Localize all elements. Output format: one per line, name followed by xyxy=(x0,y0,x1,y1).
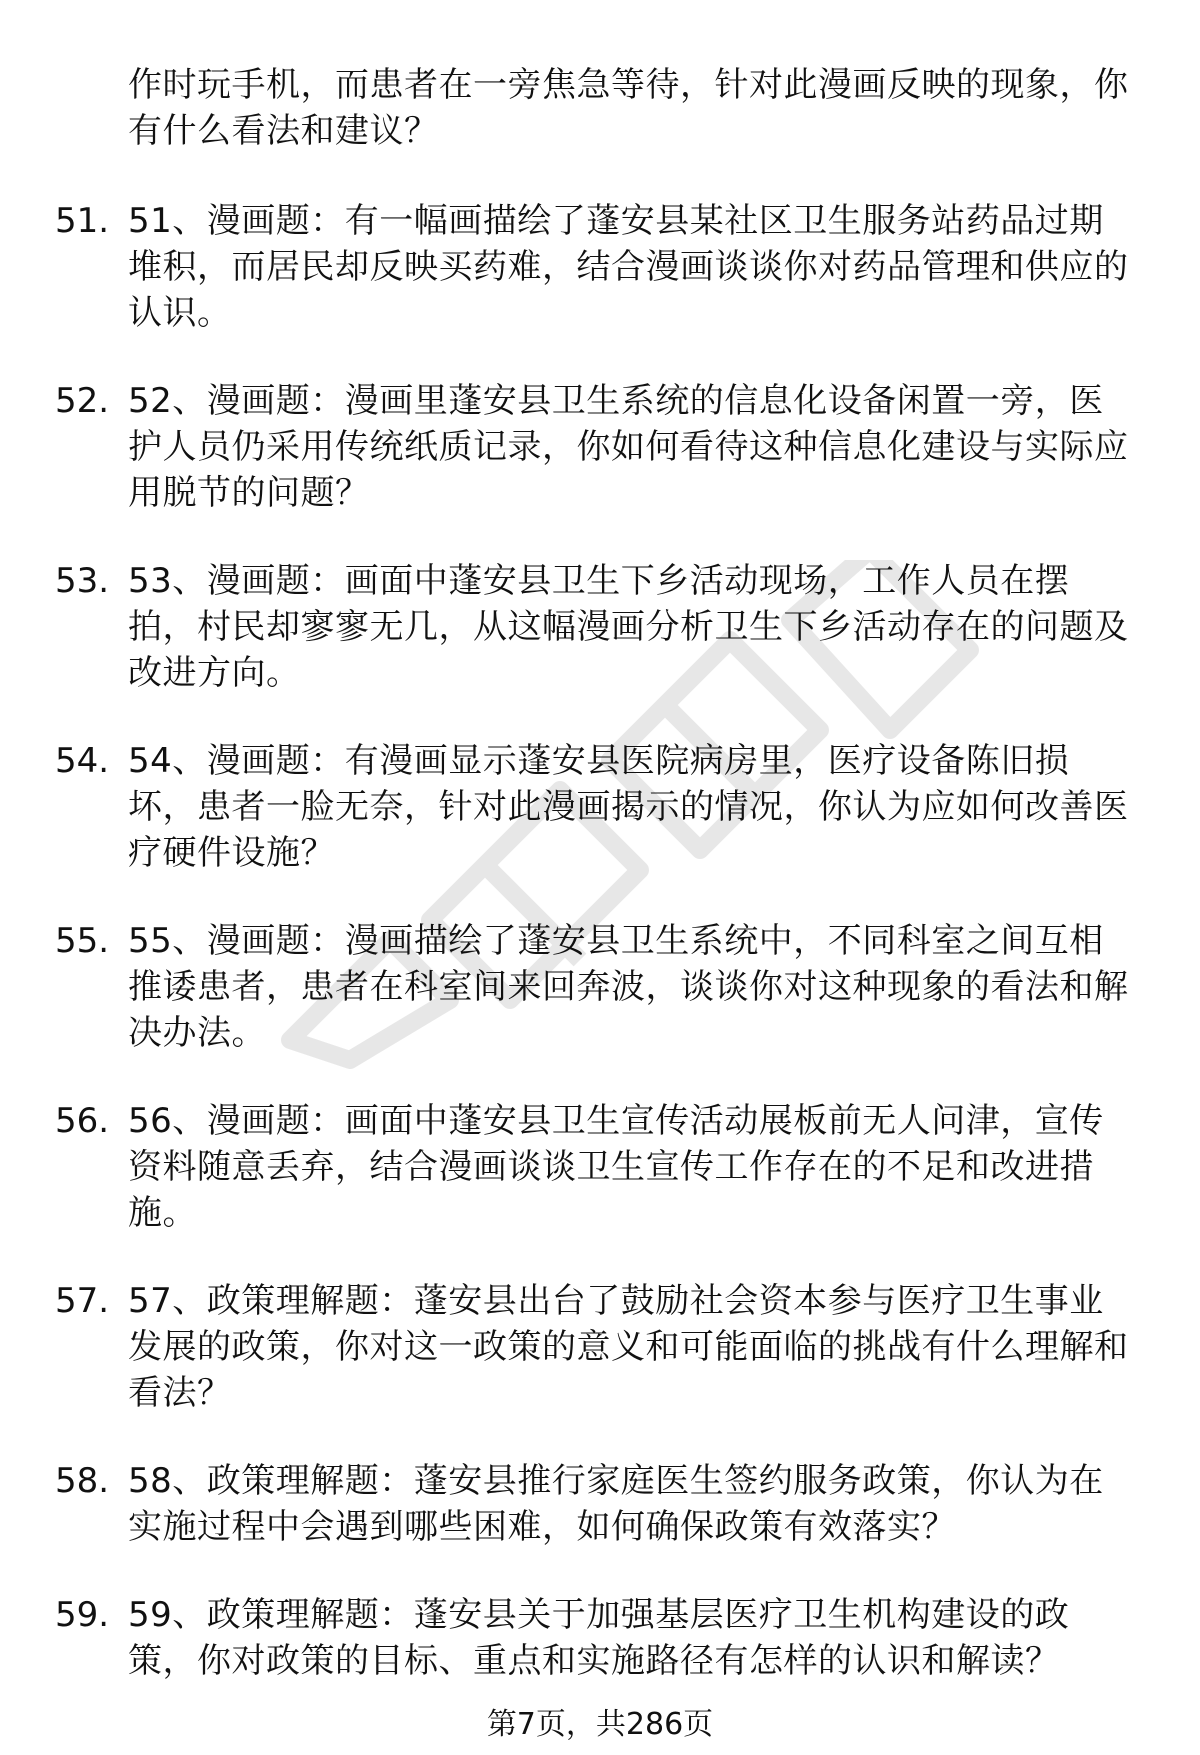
question-number: 53. xyxy=(55,561,110,601)
question-text: 57、政策理解题：蓬安县出台了鼓励社会资本参与医疗卫生事业发展的政策，你对这一政策的意义和可能面临的挑战有什么理解和看法？ xyxy=(128,1281,1129,1413)
list-item xyxy=(0,1592,1200,1684)
question-number: 59. xyxy=(55,1595,110,1635)
list-item xyxy=(0,918,1200,1056)
question-text: 59、政策理解题：蓬安县关于加强基层医疗卫生机构建设的政策，你对政策的目标、重点和实施路径有怎样的认识和解读？ xyxy=(128,1595,1070,1681)
question-number: 54. xyxy=(55,741,110,781)
list-item xyxy=(0,198,1200,336)
list-item xyxy=(0,378,1200,516)
question-number: 57. xyxy=(55,1281,110,1321)
list-item xyxy=(0,738,1200,876)
page-footer: 第7页，共286页 xyxy=(486,1707,714,1742)
question-text: 58、政策理解题：蓬安县推行家庭医生签约服务政策，你认为在实施过程中会遇到哪些困难，如何确保政策有效落实？ xyxy=(128,1461,1104,1547)
list-item xyxy=(0,558,1200,696)
question-number: 55. xyxy=(55,921,110,961)
question-text: 54、漫画题：有漫画显示蓬安县医院病房里，医疗设备陈旧损坏，患者一脸无奈，针对此漫画揭示的情况，你认为应如何改善医疗硬件设施？ xyxy=(128,741,1129,873)
question-number: 56. xyxy=(55,1101,110,1141)
question-text: 56、漫画题：画面中蓬安县卫生宣传活动展板前无人问津，宣传资料随意丢弃，结合漫画谈谈卫生宣传工作存在的不足和改进措施。 xyxy=(128,1101,1104,1233)
list-item xyxy=(0,1278,1200,1416)
question-text: 52、漫画题：漫画里蓬安县卫生系统的信息化设备闲置一旁，医护人员仍采用传统纸质记录，你如何看待这种信息化建设与实际应用脱节的问题？ xyxy=(128,381,1129,513)
list-item xyxy=(0,1098,1200,1236)
list-item xyxy=(0,1458,1200,1550)
question-list xyxy=(0,198,1200,1726)
continuation-text: 作时玩手机，而患者在一旁焦急等待，针对此漫画反映的现象，你有什么看法和建议？ xyxy=(128,65,1129,151)
question-number: 58. xyxy=(55,1461,110,1501)
question-number: 51. xyxy=(55,201,110,241)
question-text: 55、漫画题：漫画描绘了蓬安县卫生系统中，不同科室之间互相推诿患者，患者在科室间来回奔波，谈谈你对这种现象的看法和解决办法。 xyxy=(128,921,1129,1053)
question-text: 51、漫画题：有一幅画描绘了蓬安县某社区卫生服务站药品过期堆积，而居民却反映买药难，结合漫画谈谈你对药品管理和供应的认识。 xyxy=(128,201,1129,333)
question-number: 52. xyxy=(55,381,110,421)
question-text: 53、漫画题：画面中蓬安县卫生下乡活动现场，工作人员在摆拍，村民却寥寥无几，从这幅漫画分析卫生下乡活动存在的问题及改进方向。 xyxy=(128,561,1129,693)
